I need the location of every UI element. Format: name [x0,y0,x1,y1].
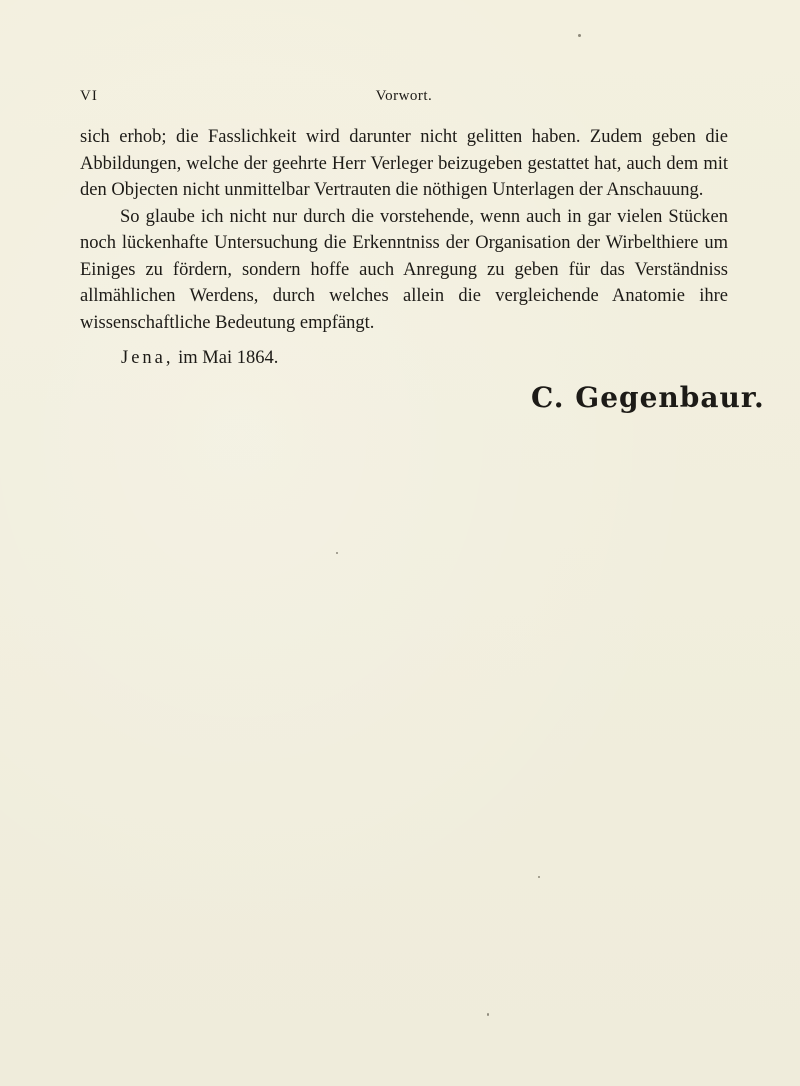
paper-speck [336,552,338,554]
page-number: VI [80,88,98,104]
running-head [80,88,728,108]
dateline-date: im Mai 1864. [178,348,279,368]
dateline-place: Jena, [121,348,174,368]
author-signature: C. Gegenbaur. [531,381,765,414]
paper-speck [487,1013,489,1016]
paragraph-continuation: sich erhob; die Fasslichkeit wird darunter nicht gelitten haben. Zudem geben die Abbildungen, welche der geehrte Herr Verleger beizugeben gestattet hat, auch dem mit den Objecten nicht unmittelbar Vertrauten die nöthigen Unterlagen der Anschauung. [80,127,728,200]
body-text [80,124,728,336]
paper-speck [578,34,581,37]
paragraph-conclusion: So glaube ich nicht nur durch die vorstehende, wenn auch in gar vielen Stücken noch lückenhafte Untersuchung die Erkenntniss der Organisation der Wirbelthiere um Einiges zu fördern, sondern hoffe auch Anregung zu geben für das Verständniss allmählichen Werdens, durch welches allein die vergleichende Anatomie ihre wissenschaftliche Bedeutung empfängt. [80,206,728,333]
paper-speck [538,876,540,878]
running-title: Vorwort. [375,88,433,104]
dateline [121,348,278,369]
